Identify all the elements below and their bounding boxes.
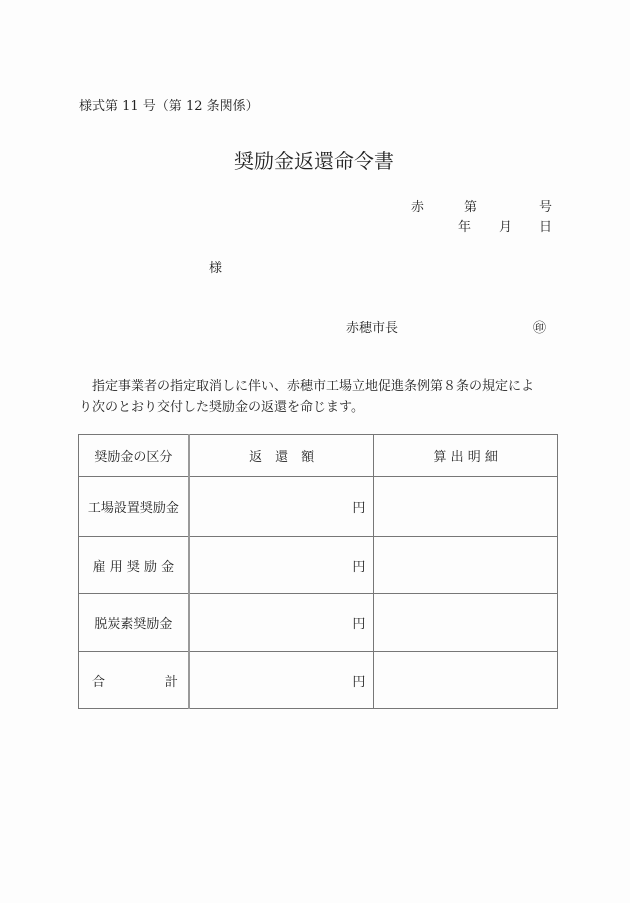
form-number: 様式第 11 号（第 12 条関係） bbox=[79, 99, 259, 114]
issuer-name: 赤穂市長 bbox=[346, 321, 399, 336]
document-title: 奨励金返還命令書 bbox=[234, 149, 394, 173]
row-amount-field[interactable] bbox=[189, 537, 374, 594]
table-total-row bbox=[79, 652, 558, 709]
reference-number-label: 第 bbox=[464, 200, 478, 215]
yen-unit: 円 bbox=[352, 674, 366, 690]
seal-mark-icon: ㊞ bbox=[533, 321, 547, 336]
header-category: 奨励金の区分 bbox=[79, 435, 189, 477]
yen-unit: 円 bbox=[352, 501, 366, 516]
table-row bbox=[79, 477, 558, 537]
yen-unit: 円 bbox=[352, 617, 366, 632]
row-details-field[interactable] bbox=[374, 594, 558, 652]
reference-number-suffix: 号 bbox=[539, 200, 553, 215]
body-line-1: 指定事業者の指定取消しに伴い、赤穂市工場立地促進条例第８条の規定によ bbox=[79, 379, 535, 394]
total-amount-field[interactable] bbox=[189, 652, 374, 709]
refund-table bbox=[78, 434, 558, 709]
row-details-field[interactable] bbox=[374, 537, 558, 594]
total-label bbox=[79, 652, 189, 709]
row-category: 工場設置奨励金 bbox=[79, 477, 189, 537]
row-amount-field[interactable] bbox=[189, 477, 374, 537]
order-body-text bbox=[79, 376, 559, 418]
row-amount-field[interactable] bbox=[189, 594, 374, 652]
body-line-2: り次のとおり交付した奨励金の返還を命じます。 bbox=[79, 400, 364, 415]
total-label-right: 計 bbox=[164, 674, 178, 690]
header-calculation-details: 算 出 明 細 bbox=[374, 435, 558, 477]
reference-prefix: 赤 bbox=[411, 200, 425, 215]
date-day-label: 日 bbox=[539, 220, 553, 235]
table-row bbox=[79, 594, 558, 652]
addressee-honorific: 様 bbox=[209, 261, 223, 276]
row-category: 脱炭素奨励金 bbox=[79, 594, 189, 652]
total-details-field[interactable] bbox=[374, 652, 558, 709]
table-row bbox=[79, 537, 558, 594]
header-refund-amount: 返 還 額 bbox=[189, 435, 374, 477]
table-header-row bbox=[79, 435, 558, 477]
yen-unit: 円 bbox=[352, 559, 366, 575]
total-label-left: 合 bbox=[92, 674, 106, 690]
date-year-label: 年 bbox=[458, 220, 472, 235]
row-category: 雇 用 奨 励 金 bbox=[79, 537, 189, 594]
row-details-field[interactable] bbox=[374, 477, 558, 537]
date-month-label: 月 bbox=[499, 220, 513, 235]
